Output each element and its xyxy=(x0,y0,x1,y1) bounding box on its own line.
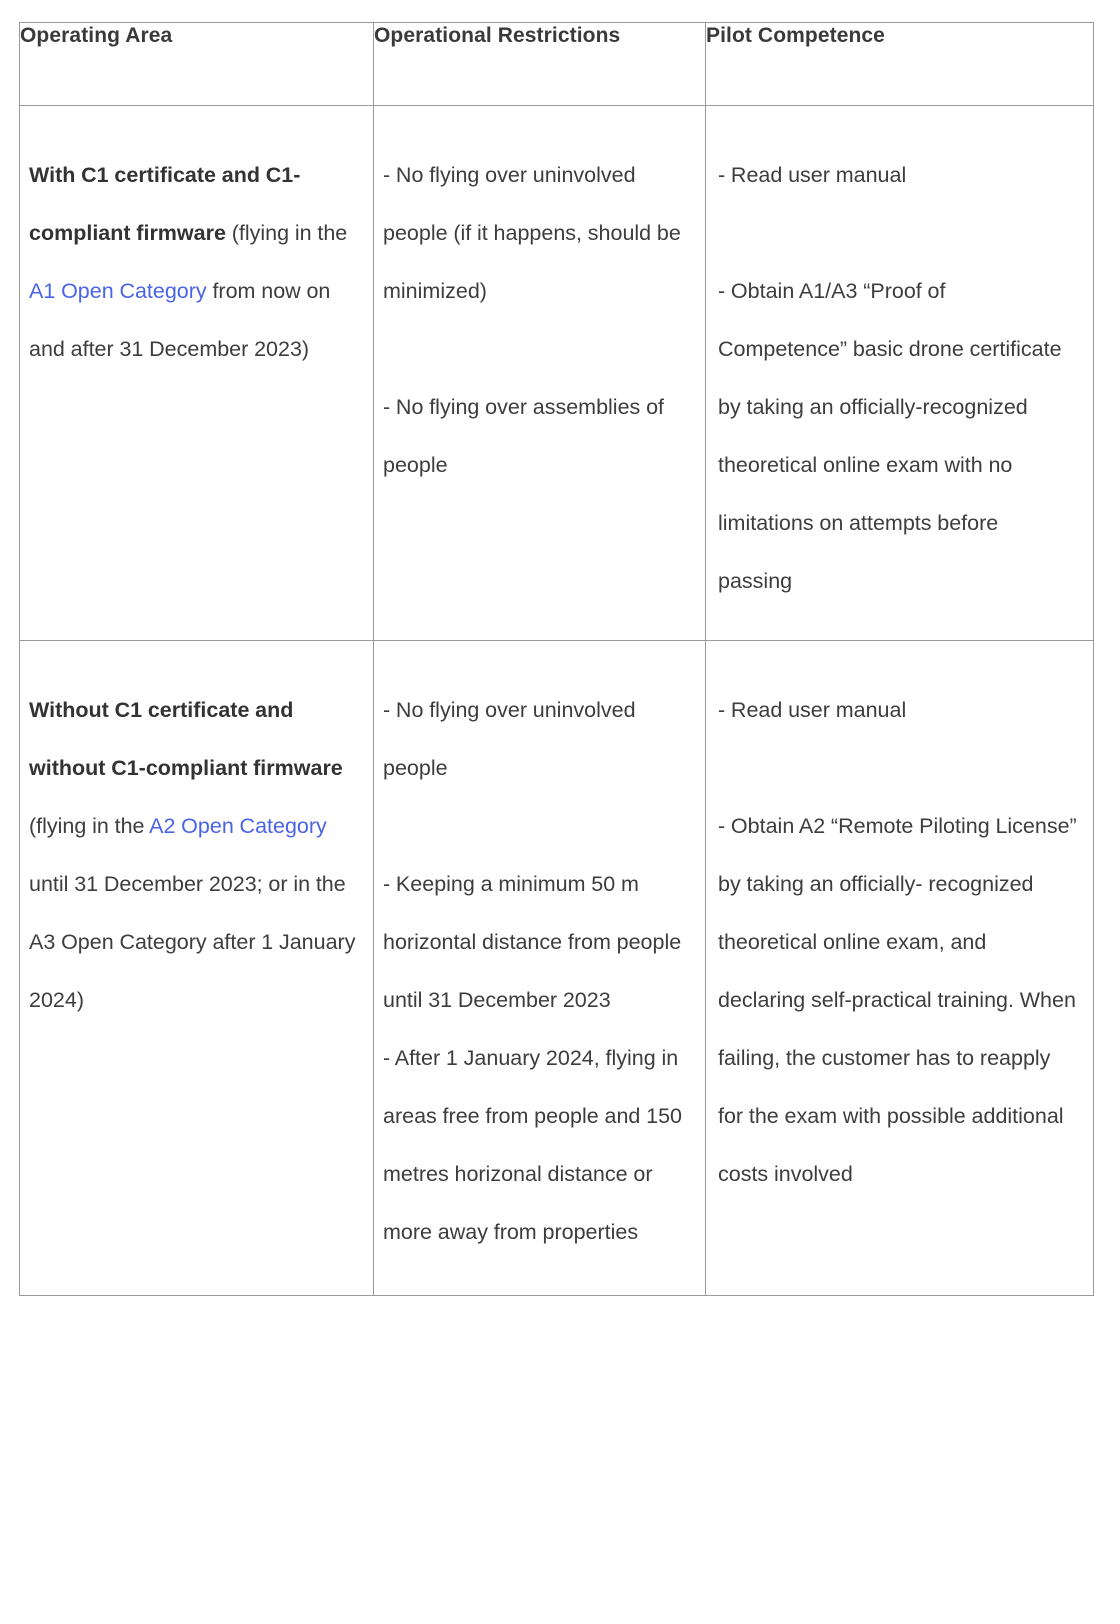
link-a1-open-category[interactable]: A1 Open Category xyxy=(29,279,207,303)
competence-item: - Read user manual xyxy=(718,163,907,187)
restriction-item: - No flying over uninvolved people xyxy=(383,698,642,780)
column-header-operating-area-label: Operating Area xyxy=(20,24,173,47)
operating-area-after2-row1: from now on and after 31 December 2023) xyxy=(29,279,337,361)
operating-area-after1-row2: (flying in the xyxy=(29,756,349,838)
operating-area-bold-row2: Without C1 certificate and without C1-compliant firmware xyxy=(29,698,343,780)
competence-item: - Read user manual xyxy=(718,698,907,722)
table-body xyxy=(20,106,1094,1296)
competence-item: - Obtain A2 “Remote Piloting License” by taking an officially- recognized theoretical online exam, and declaring self-practical training. When failing, the customer has to reapply for the exam with possible additional costs involved xyxy=(718,814,1083,1186)
drone-regulations-table xyxy=(19,22,1094,1296)
cell-operational-restrictions-row2 xyxy=(374,641,706,1296)
column-header-pilot-competence xyxy=(706,23,1094,106)
operating-area-after1-row1: (flying in the xyxy=(225,221,352,245)
restriction-item: - No flying over uninvolved people (if it happens, should be minimized) xyxy=(383,163,687,303)
cell-pilot-competence-row2 xyxy=(706,641,1094,1296)
restriction-item: - After 1 January 2024, flying in areas free from people and 150 metres horizonal distance or more away from properties xyxy=(383,1046,688,1244)
cell-pilot-competence-row1 xyxy=(706,106,1094,641)
operating-area-after2-row2: until 31 December 2023; or in the A3 Open Category after 1 January 2024) xyxy=(29,814,362,1012)
column-header-operational-restrictions xyxy=(374,23,706,106)
column-header-pilot-competence-label: Pilot Competence xyxy=(706,24,885,47)
cell-operating-area-row2 xyxy=(20,641,374,1296)
cell-operating-area-row1 xyxy=(20,106,374,641)
operating-area-text-row2 xyxy=(29,681,367,1029)
header-row xyxy=(20,23,1094,106)
column-header-operating-area xyxy=(20,23,374,106)
restriction-item: - No flying over assemblies of people xyxy=(383,395,670,477)
table-row xyxy=(20,106,1094,641)
table-header xyxy=(20,23,1094,106)
link-a2-open-category[interactable]: A2 Open Category xyxy=(149,814,327,838)
table-row xyxy=(20,641,1094,1296)
restriction-item: - Keeping a minimum 50 m horizontal distance from people until 31 December 2023 xyxy=(383,872,687,1012)
column-header-operational-restrictions-label: Operational Restrictions xyxy=(374,24,621,47)
competence-item: - Obtain A1/A3 “Proof of Competence” basic drone certificate by taking an officially-recognized theoretical online exam with no limitations on attempts before passing xyxy=(718,279,1068,593)
operating-area-bold-row1: With C1 certificate and C1-compliant firmware xyxy=(29,163,301,245)
cell-operational-restrictions-row1 xyxy=(374,106,706,641)
operating-area-text-row1 xyxy=(29,146,367,378)
